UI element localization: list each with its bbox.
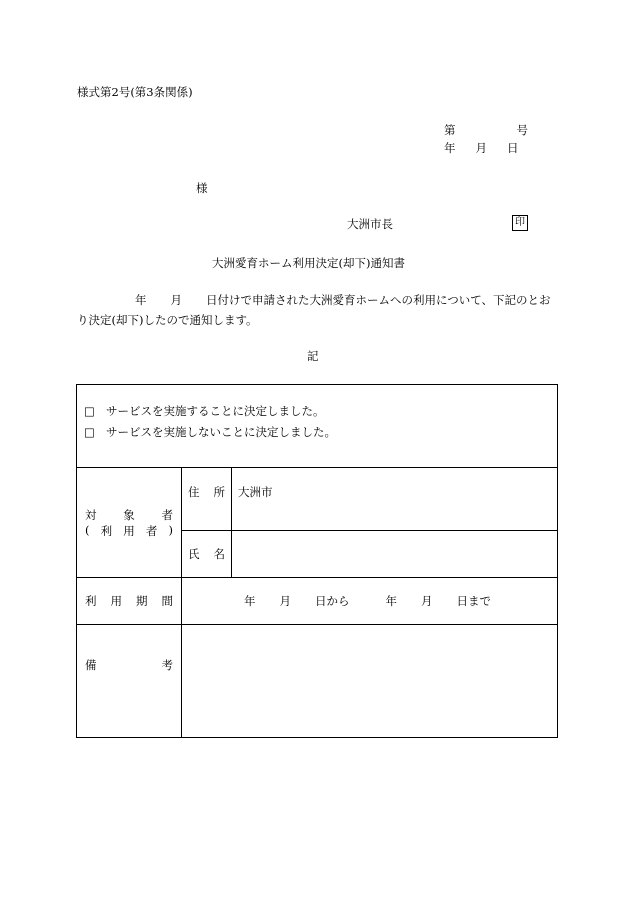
remarks-row [77, 625, 558, 738]
checkbox-not-implement[interactable]: □ [84, 425, 95, 439]
period-label-char: 用 [110, 594, 122, 608]
period-row [77, 578, 558, 625]
address-label [188, 484, 225, 500]
document-title: 大洲愛育ホーム利用決定(却下)通知書 [212, 256, 405, 270]
body-month: 月 [170, 293, 182, 307]
body-year: 年 [135, 293, 147, 307]
number-prefix: 第 [444, 123, 456, 137]
period-end-year: 年 [385, 594, 397, 608]
document-number-line [444, 122, 528, 138]
period-start-month: 月 [279, 594, 291, 608]
subject-label-cell [77, 468, 182, 578]
name-label-char: 名 [213, 547, 225, 561]
decision-row [77, 385, 558, 468]
number-suffix: 号 [516, 123, 528, 137]
period-start-day: 日から [315, 594, 350, 608]
seal-mark: 印 [512, 215, 528, 231]
option-implement-label: サービスを実施することに決定しました。 [106, 404, 325, 418]
remarks-label-cell [77, 625, 182, 738]
subject-sub-label [85, 523, 173, 539]
body-text: 日付けで申請された大洲愛育ホームへの利用について、下記のとおり決定(却下)したので通知します。 [77, 293, 551, 327]
addressee-honorific: 様 [196, 181, 208, 195]
subject-sub-label-char: ( [85, 522, 90, 537]
document-date-line [444, 140, 519, 156]
option-not-implement [84, 422, 557, 443]
period-start-year: 年 [244, 594, 256, 608]
remarks-label-char: 考 [161, 658, 173, 672]
subject-sub-label-char: 用 [123, 523, 135, 538]
issuer-name: 大洲市長 [347, 217, 393, 231]
form-id: 様式第2号(第3条関係) [77, 85, 193, 99]
option-implement [84, 401, 557, 422]
address-value-cell[interactable] [232, 468, 558, 531]
name-value-cell[interactable] [232, 531, 558, 578]
subject-label-char: 者 [161, 507, 173, 522]
remarks-label-char: 備 [85, 658, 97, 672]
period-label-char: 間 [161, 594, 173, 608]
body-paragraph [77, 290, 557, 330]
address-value: 大洲市 [238, 485, 273, 499]
checkbox-implement[interactable]: □ [84, 404, 95, 418]
name-label [188, 546, 225, 562]
remarks-label [85, 657, 173, 673]
address-label-char: 住 [188, 485, 200, 499]
date-day: 日 [507, 141, 519, 155]
decision-table [76, 384, 558, 738]
name-label-cell [182, 531, 232, 578]
period-label [85, 593, 173, 609]
subject-address-row [77, 468, 558, 531]
date-year: 年 [444, 141, 456, 155]
subject-label [85, 507, 173, 523]
address-label-cell [182, 468, 232, 531]
decision-options [77, 385, 558, 468]
subject-label-char: 象 [123, 507, 135, 522]
option-not-implement-label: サービスを実施しないことに決定しました。 [106, 425, 336, 439]
subject-sub-label-char: ) [168, 522, 173, 537]
subject-label-char: 対 [85, 507, 97, 522]
remarks-value-cell[interactable] [182, 625, 558, 738]
period-value-cell[interactable] [182, 578, 558, 625]
subject-sub-label-char: 者 [145, 523, 158, 538]
name-label-char: 氏 [188, 547, 200, 561]
address-label-char: 所 [213, 485, 225, 499]
date-month: 月 [475, 141, 487, 155]
period-end-month: 月 [421, 594, 433, 608]
period-label-char: 期 [136, 594, 148, 608]
subject-sub-label-char: 利 [100, 523, 113, 538]
ki-heading: 記 [307, 349, 319, 363]
period-label-char: 利 [85, 594, 97, 608]
period-end-day: 日まで [456, 594, 491, 608]
period-label-cell [77, 578, 182, 625]
